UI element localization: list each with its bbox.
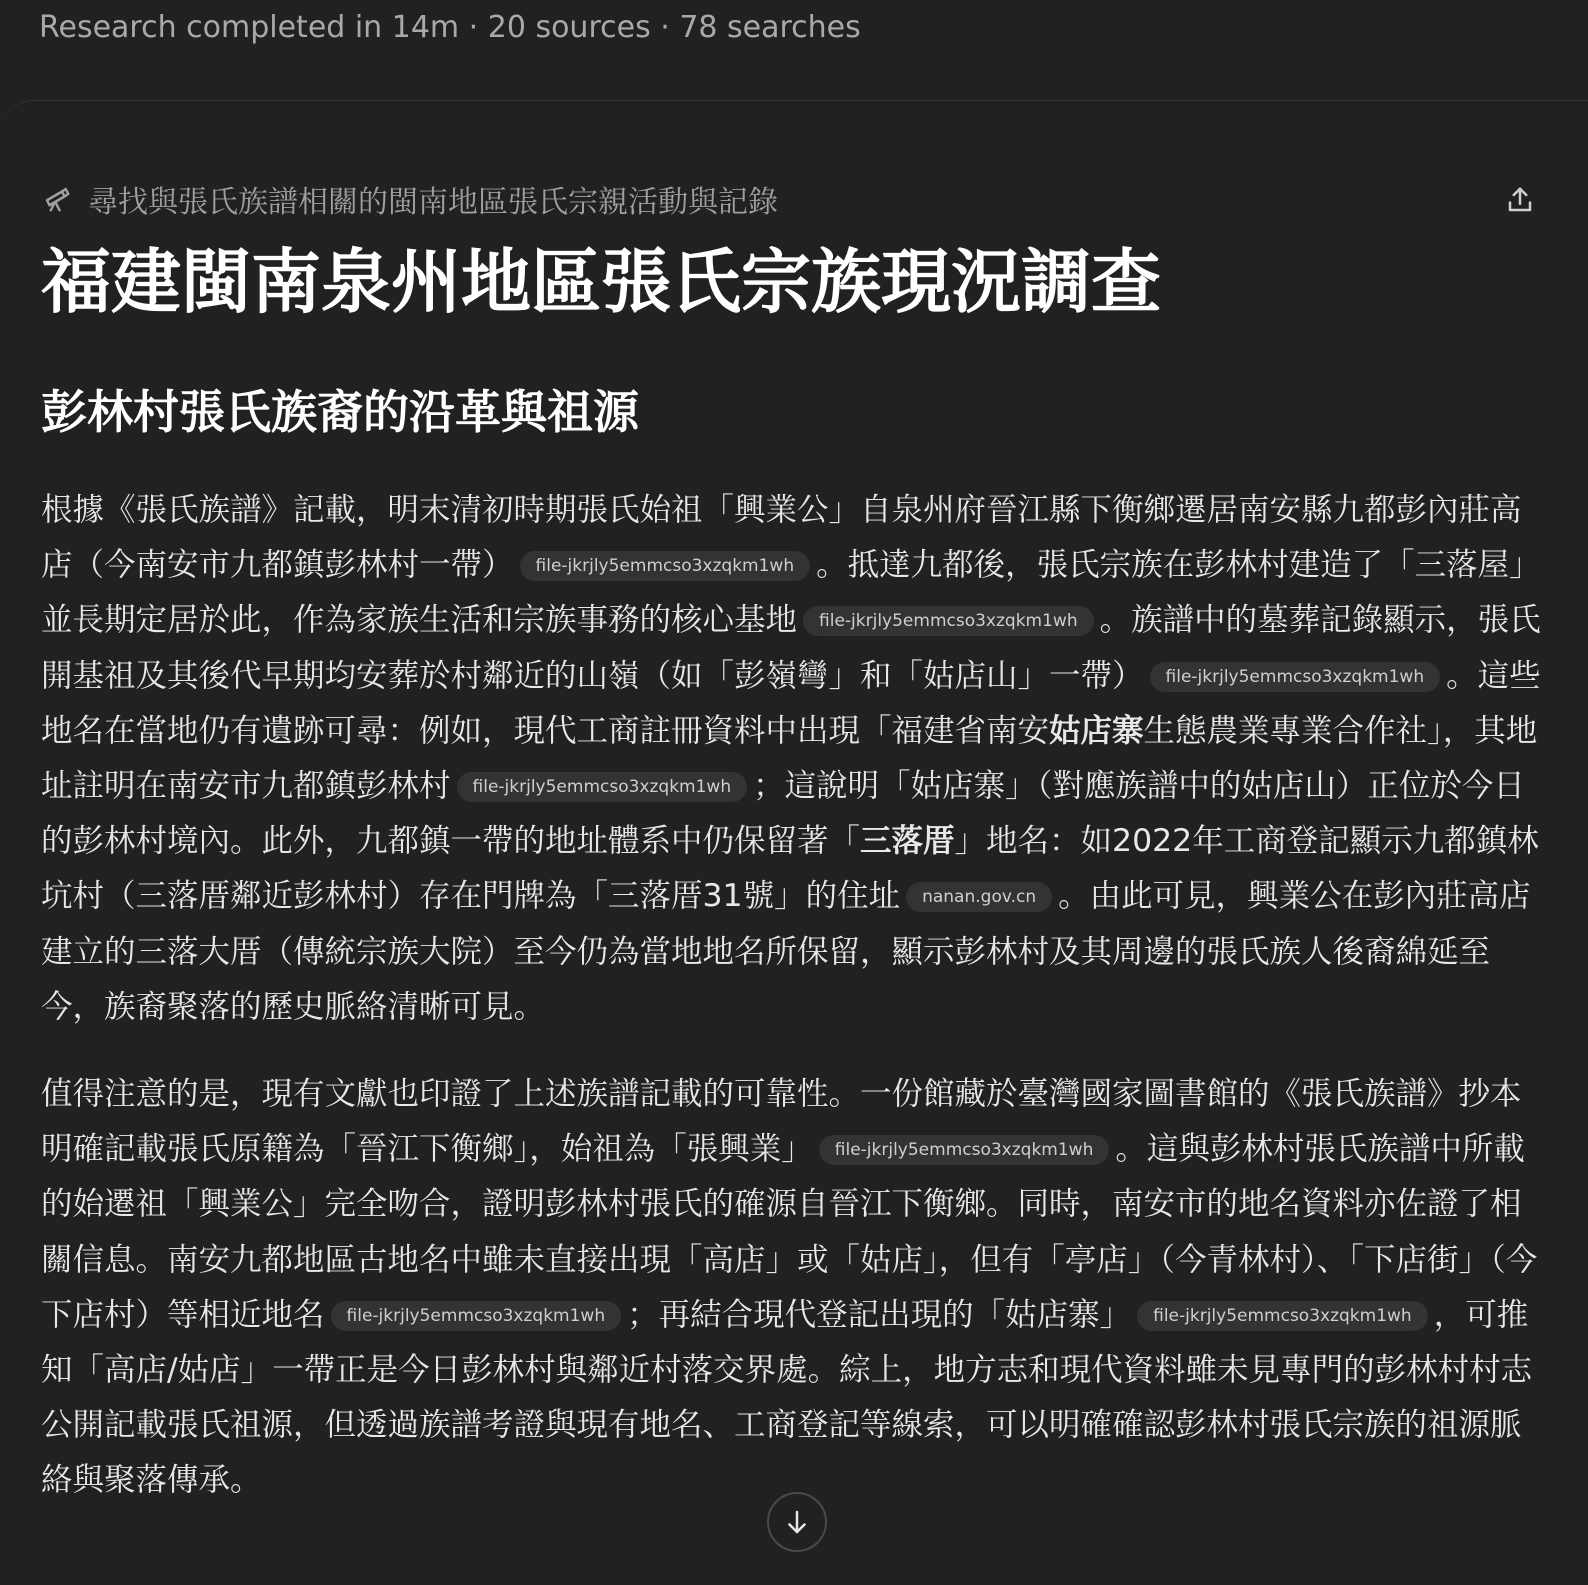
citation-chip[interactable]: file-jkrjly5emmcso3xzqkm1wh — [331, 1301, 622, 1331]
paragraph-text: 根據《張氏族譜》記載，明末清初時期張氏始祖「興業公」自泉州府晉江縣下衡鄉遷居南安縣九都彭內莊高店（今南安市九都鎮彭林村一帶） — [41, 492, 1522, 584]
paragraph-text: 」地名：如2022年工商登記顯示九都鎮林坑村（三落厝鄰近彭林村）存在門牌為「三落厝31號」的住址 — [41, 823, 1539, 915]
citation-chip[interactable]: file-jkrjly5emmcso3xzqkm1wh — [1137, 1301, 1428, 1331]
bold-term: 姑店寨 — [1049, 712, 1144, 749]
paragraph-text: 。由此可見，興業公在彭內莊高店建立的三落大厝（傳統宗族大院）至今仍為當地地名所保留，顯示彭林村及其周邊的張氏族人後裔綿延至今，族裔聚落的歷史脈絡清晰可見。 — [41, 878, 1531, 1025]
paragraph-text: 。這些地名在當地仍有遺跡可尋：例如，現代工商註冊資料中出現「福建省南安 — [41, 657, 1541, 749]
paragraph-text: ；這說明「姑店寨」（對應族譜中的姑店山）正位於今日的彭林村境內。此外，九都鎮一帶的地址體系中仍保留著「 — [41, 768, 1525, 860]
paragraph — [41, 1067, 1549, 1509]
share-button[interactable] — [1500, 180, 1540, 220]
query-text: 尋找與張氏族譜相關的閩南地區張氏宗親活動與記錄 — [88, 185, 778, 220]
scroll-down-button[interactable] — [767, 1492, 827, 1552]
arrow-down-icon — [782, 1507, 812, 1537]
telescope-icon — [42, 184, 72, 214]
paragraph-text: ；再結合現代登記出現的「姑店寨」 — [627, 1296, 1132, 1333]
citation-chip[interactable]: file-jkrjly5emmcso3xzqkm1wh — [1150, 662, 1441, 692]
report-title: 福建閩南泉州地區張氏宗族現況調查 — [41, 241, 1161, 323]
research-status: Research completed in 14m · 20 sources · 78 searches — [39, 10, 861, 45]
citation-chip[interactable]: file-jkrjly5emmcso3xzqkm1wh — [457, 772, 748, 802]
paragraph-text: 。這與彭林村張氏族譜中所載的始遷祖「興業公」完全吻合，證明彭林村張氏的確源自晉江下衡鄉。同時，南安市的地名資料亦佐證了相關信息。南安九都地區古地名中雖未直接出現「高店」或「姑店」，但有「亭店」（今青林村）、「下店街」（今下店村）等相近地名 — [41, 1131, 1538, 1333]
section-heading: 彭林村張氏族裔的沿革與祖源 — [41, 385, 639, 439]
research-query — [42, 178, 778, 220]
paragraph-text: 生態農業專業合作社」，其地址註明在南安市九都鎮彭林村 — [41, 712, 1538, 805]
paragraph-text: 。族譜中的墓葬記錄顯示，張氏開基祖及其後代早期均安葬於村鄰近的山嶺（如「彭嶺彎」和「姑店山」一帶） — [41, 602, 1541, 694]
paragraph — [41, 483, 1549, 1035]
citation-chip[interactable]: nanan.gov.cn — [906, 882, 1052, 912]
bold-term: 三落厝 — [860, 823, 955, 860]
paragraph-text: 值得注意的是，現有文獻也印證了上述族譜記載的可靠性。一份館藏於臺灣國家圖書館的《張氏族譜》抄本明確記載張氏原籍為「晉江下衡鄉」，始祖為「張興業」 — [41, 1076, 1522, 1168]
paragraph-text: 。抵達九都後，張氏宗族在彭林村建造了「三落屋」並長期定居於此，作為家族生活和宗族事務的核心基地 — [41, 547, 1541, 639]
share-icon — [1505, 185, 1535, 215]
paragraph-text: ，可推知「高店/姑店」一帶正是今日彭林村與鄰近村落交界處。綜上，地方志和現代資料雖未見專門的彭林村村志公開記載張氏祖源，但透過族譜考證與現有地名、工商登記等線索，可以明確確認彭林村張氏宗族的祖源脈絡與聚落傳承。 — [41, 1296, 1533, 1499]
citation-chip[interactable]: file-jkrjly5emmcso3xzqkm1wh — [520, 551, 811, 581]
citation-chip[interactable]: file-jkrjly5emmcso3xzqkm1wh — [819, 1135, 1110, 1165]
citation-chip[interactable]: file-jkrjly5emmcso3xzqkm1wh — [803, 606, 1094, 636]
